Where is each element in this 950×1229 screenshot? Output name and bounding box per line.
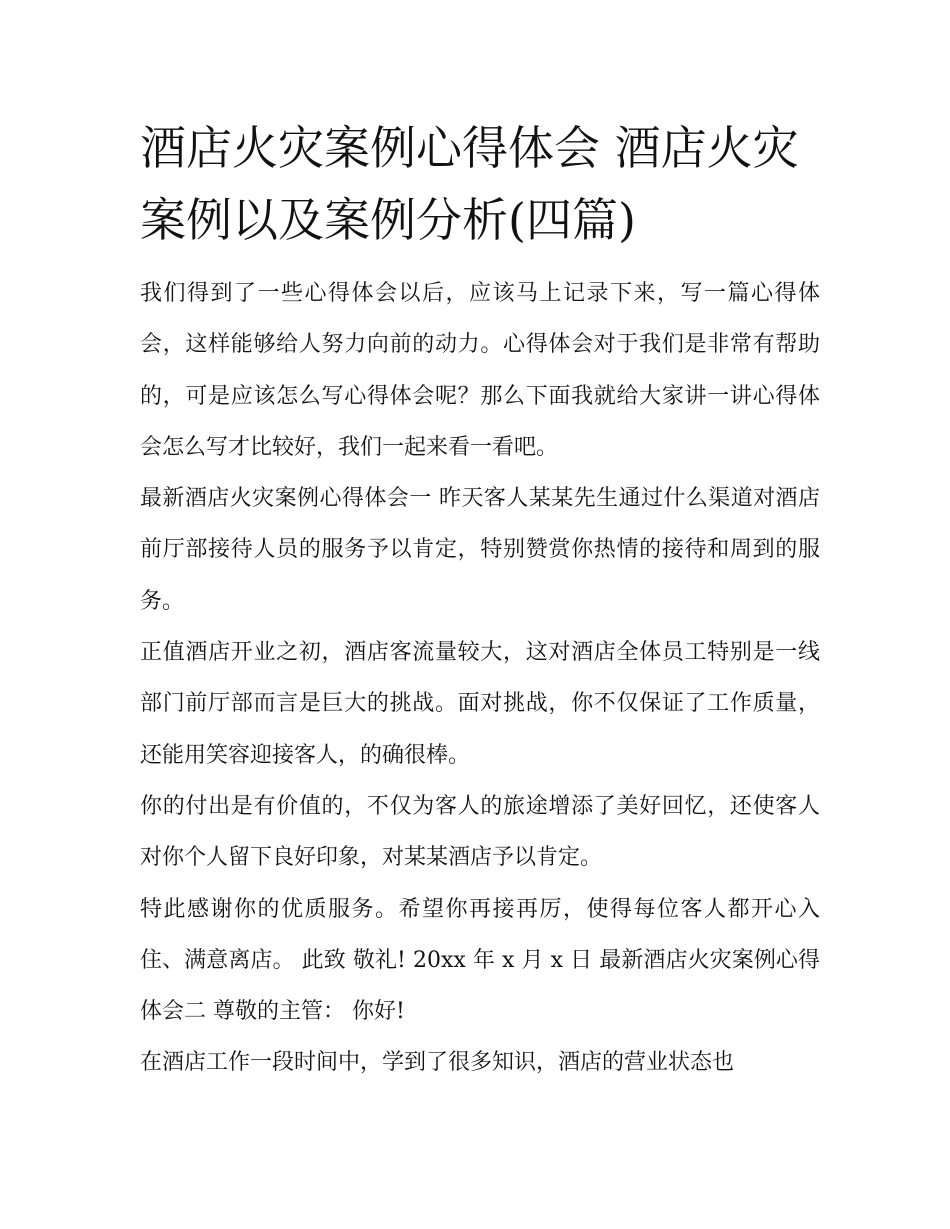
paragraph-work: 在酒店工作一段时间中，学到了很多知识，酒店的营业状态也: [140, 1050, 735, 1076]
document-body: [140, 268, 820, 1089]
document-content: [140, 112, 820, 1089]
document-title: 酒店火灾案例心得体会 酒店火灾案例以及案例分析(四篇): [140, 121, 799, 247]
paragraph-value: 你的付出是有价值的，不仅为客人的旅途增添了美好回忆，还使客人对你个人留下良好印象，对某某酒店予以肯定。: [140, 793, 820, 871]
paragraph-case-one: 最新酒店火灾案例心得体会一 昨天客人某某先生通过什么渠道对酒店前厅部接待人员的服务予以肯定，特别赞赏你热情的接待和周到的服务。: [140, 486, 820, 614]
paragraph-challenge: 正值酒店开业之初，酒店客流量较大，这对酒店全体员工特别是一线部门前厅部而言是巨大的挑战。面对挑战，你不仅保证了工作质量，还能用笑容迎接客人，的确很棒。: [140, 640, 820, 768]
paragraph-thanks: 特此感谢你的优质服务。希望你再接再厉，使得每位客人都开心入住、满意离店。 此致 敬礼! 20xx 年 x 月 x 日 最新酒店火灾案例心得体会二 尊敬的主管： 你好!: [140, 896, 820, 1025]
paragraph-intro: 我们得到了一些心得体会以后，应该马上记录下来，写一篇心得体会，这样能够给人努力向前的动力。心得体会对于我们是非常有帮助的，可是应该怎么写心得体会呢？那么下面我就给大家讲一讲心得体会怎么写才比较好，我们一起来看一看吧。: [140, 281, 820, 460]
